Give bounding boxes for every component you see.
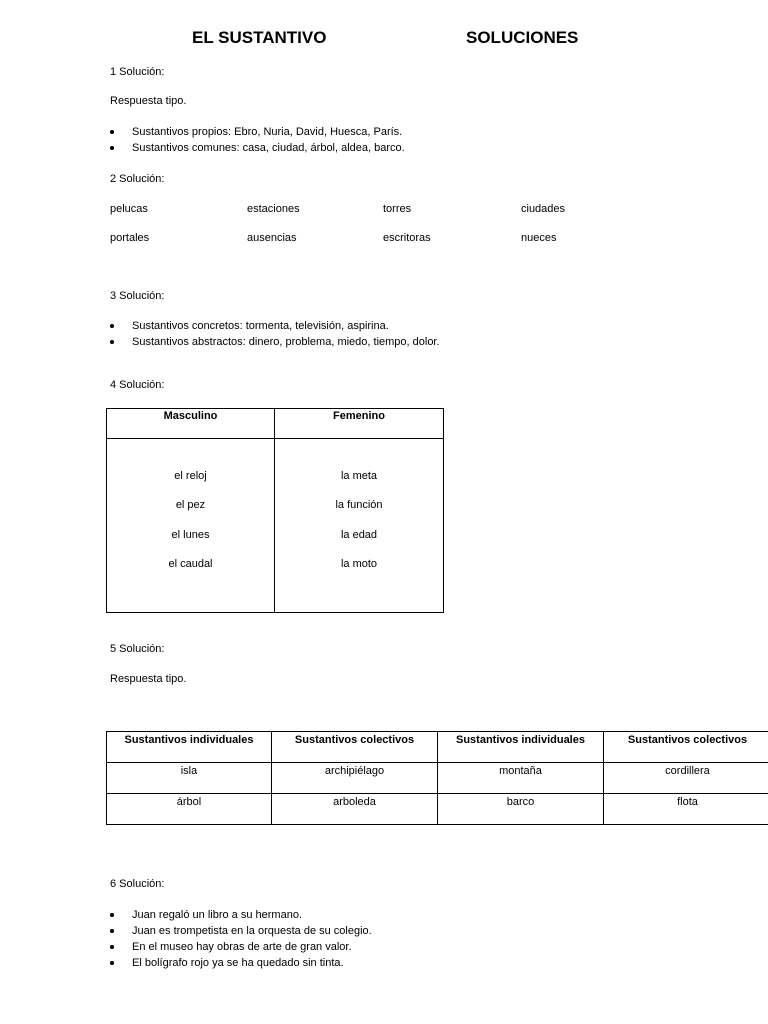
table-word: la meta [340, 470, 378, 482]
table-row [107, 763, 768, 794]
column-header-femenino: Femenino [275, 409, 444, 439]
masculino-cell [107, 439, 275, 613]
gender-table [106, 408, 444, 613]
column-header: Sustantivos colectivos [604, 732, 768, 763]
table-word: el caudal [168, 558, 213, 571]
column-header: Sustantivos individuales [107, 732, 272, 763]
word-cell: pelucas [110, 203, 148, 215]
list-item: Sustantivos concretos: tormenta, televisión, aspirina. [108, 318, 440, 334]
list-item: Sustantivos comunes: casa, ciudad, árbol, aldea, barco. [108, 140, 405, 156]
word-cell: escritoras [383, 232, 431, 244]
table-cell: arboleda [272, 794, 438, 825]
word-cell: nueces [521, 232, 557, 244]
section-2-heading: 2 Solución: [110, 173, 165, 185]
section-6-list [108, 907, 372, 971]
table-cell: barco [438, 794, 604, 825]
list-item: Sustantivos abstractos: dinero, problema, miedo, tiempo, dolor. [108, 334, 440, 350]
table-word: la moto [340, 558, 378, 571]
column-header: Sustantivos colectivos [272, 732, 438, 763]
section-1-intro: Respuesta tipo. [110, 95, 187, 107]
table-word: el lunes [171, 528, 210, 541]
page-subtitle: SOLUCIONES [466, 28, 579, 47]
list-item: En el museo hay obras de arte de gran valor. [108, 939, 372, 955]
section-6-heading: 6 Solución: [110, 878, 165, 890]
table-cell: árbol [107, 794, 272, 825]
table-word: el reloj [174, 470, 207, 482]
list-item: Sustantivos propios: Ebro, Nuria, David, Huesca, París. [108, 124, 405, 140]
table-word: la función [335, 499, 383, 512]
column-header: Sustantivos individuales [438, 732, 604, 763]
list-item: Juan es trompetista en la orquesta de su colegio. [108, 923, 372, 939]
page-title: EL SUSTANTIVO [192, 28, 327, 47]
word-cell: ausencias [247, 232, 297, 244]
section-4-heading: 4 Solución: [110, 379, 165, 391]
word-cell: ciudades [521, 203, 566, 215]
section-5-heading: 5 Solución: [110, 643, 165, 655]
word-cell: torres [383, 203, 412, 215]
table-cell: montaña [438, 763, 604, 794]
table-cell: isla [107, 763, 272, 794]
list-item: El bolígrafo rojo ya se ha quedado sin tinta. [108, 955, 372, 971]
table-cell: cordillera [604, 763, 768, 794]
section-1-list [108, 124, 405, 156]
table-row [107, 794, 768, 825]
table-word: el pez [175, 499, 206, 512]
section-3-list [108, 318, 440, 350]
list-item: Juan regaló un libro a su hermano. [108, 907, 372, 923]
section-5-intro: Respuesta tipo. [110, 673, 187, 685]
section-1-heading: 1 Solución: [110, 66, 165, 78]
word-cell: portales [110, 232, 150, 244]
table-cell: archipiélago [272, 763, 438, 794]
collective-table [106, 731, 768, 825]
table-cell: flota [604, 794, 768, 825]
column-header-masculino: Masculino [107, 409, 275, 439]
word-cell: estaciones [247, 203, 300, 215]
femenino-cell [275, 439, 444, 613]
section-3-heading: 3 Solución: [110, 290, 165, 302]
table-word: la edad [340, 528, 378, 541]
